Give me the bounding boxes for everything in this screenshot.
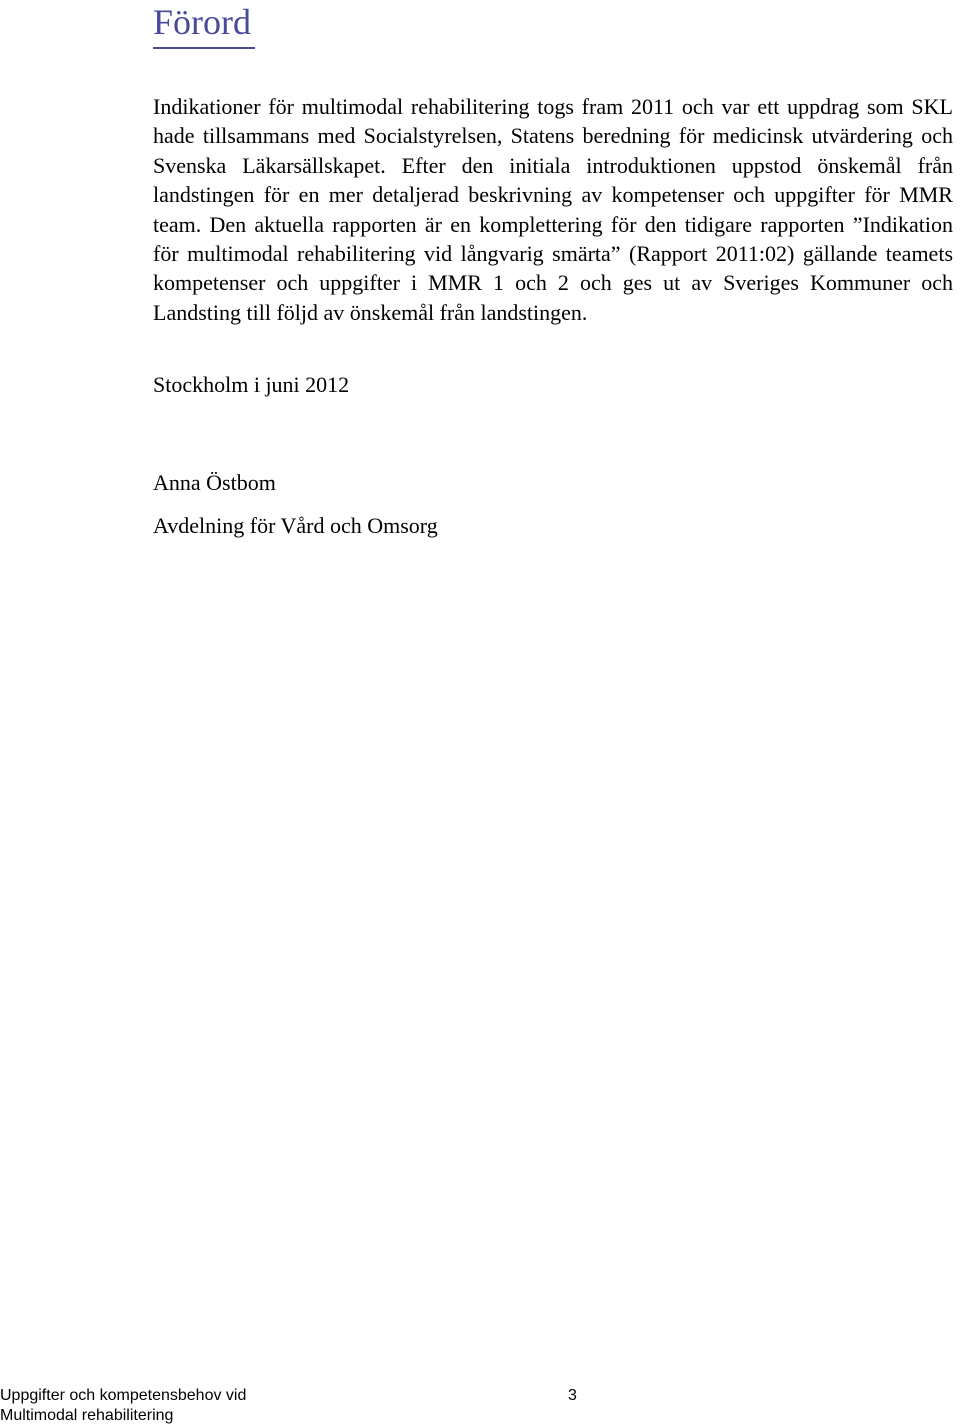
author-name: Anna Östbom <box>153 470 276 495</box>
author-department: Avdelning för Vård och Omsorg <box>153 513 438 538</box>
title-underline <box>153 47 255 49</box>
footer-title-line-2: Multimodal rehabilitering <box>0 1407 174 1424</box>
place-and-date: Stockholm i juni 2012 <box>153 372 350 397</box>
page-number: 3 <box>568 1387 577 1404</box>
footer-title-line-1: Uppgifter och kompetensbehov vid <box>0 1387 247 1404</box>
footer-document-title <box>0 1386 300 1426</box>
page-title: Förord <box>153 2 251 42</box>
foreword-paragraph: Indikationer för multimodal rehabilitering togs fram 2011 och var ett uppdrag som SKL hade tillsammans med Socialstyrelsen, Statens beredning för medicinsk utvärdering och Svenska Läkarsällskapet. Efter den initiala introduktionen uppstod önskemål från landstingen för en mer detaljerad beskrivning av kompetenser och uppgifter för MMR team. Den aktuella rapporten är en komplettering för den tidigare rapporten ”Indikation för multimodal rehabilitering vid långvarig smärta” (Rapport 2011:02) gällande teamets kompetenser och uppgifter i MMR 1 och 2 och ges ut av Sveriges Kommuner och Landsting till följd av önskemål från landstingen. <box>153 94 953 325</box>
